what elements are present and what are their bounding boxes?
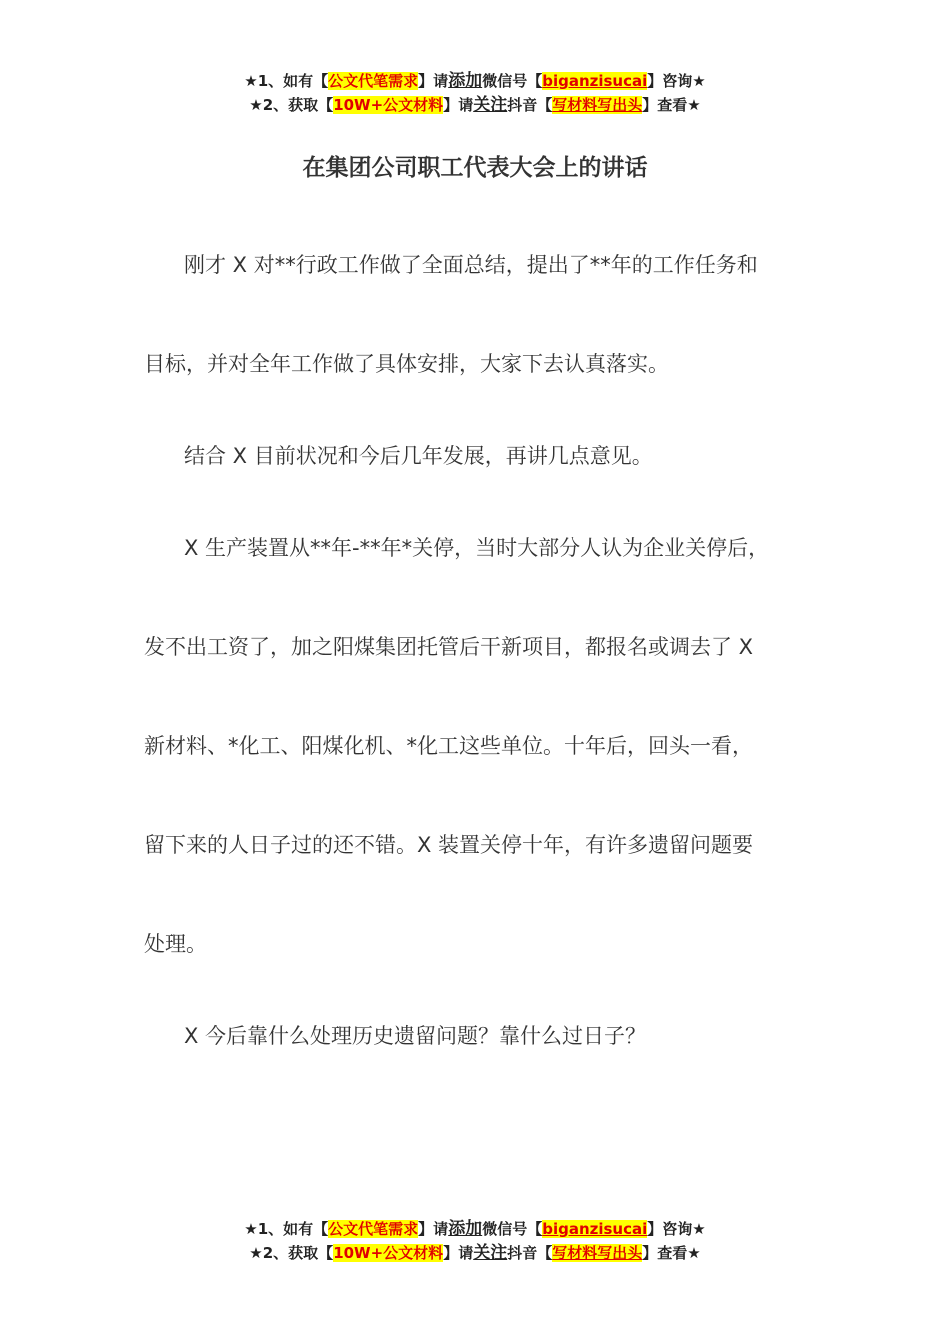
promo-text: 微信号【 <box>482 1220 543 1238</box>
promo-text: ★2、获取【 <box>249 96 334 114</box>
paragraph-line: 处理。 <box>144 932 207 956</box>
promo-highlight: 公文代笔需求 <box>328 1220 419 1238</box>
promo-emphasis: 关注 <box>473 1243 508 1263</box>
promo-line-1 <box>0 69 950 93</box>
promo-text: 】请 <box>418 1220 449 1238</box>
promo-emphasis: 关注 <box>473 95 508 115</box>
promo-text: 】查看★ <box>642 1244 701 1262</box>
paragraph-line: 发不出工资了，加之阳煤集团托管后干新项目，都报名或调去了 X <box>144 635 754 659</box>
promo-douyin-account: 写材料写出头 <box>552 1244 643 1262</box>
promo-text: 抖音【 <box>507 1244 553 1262</box>
paragraph-line: 刚才 X 对**行政工作做了全面总结，提出了**年的工作任务和 <box>184 253 758 277</box>
promo-emphasis: 添加 <box>448 1219 483 1239</box>
promo-highlight: 10W+公文材料 <box>333 96 444 114</box>
footer-promo-banner <box>0 1217 950 1265</box>
document-title: 在集团公司职工代表大会上的讲话 <box>302 155 648 181</box>
paragraph-line: 目标，并对全年工作做了具体安排，大家下去认真落实。 <box>144 352 669 376</box>
promo-emphasis: 添加 <box>448 71 483 91</box>
promo-text: 】请 <box>418 72 449 90</box>
paragraph-line: X 生产装置从**年-**年*关停，当时大部分人认为企业关停后， <box>184 536 770 560</box>
promo-text: 】咨询★ <box>647 72 706 90</box>
promo-text: 抖音【 <box>507 96 553 114</box>
paragraph-1 <box>144 245 812 384</box>
paragraph-line: 新材料、*化工、阳煤化机、*化工这些单位。十年后，回头一看， <box>144 734 753 758</box>
promo-line-2 <box>0 1241 950 1265</box>
promo-douyin-account: 写材料写出头 <box>552 96 643 114</box>
promo-text: 】咨询★ <box>647 1220 706 1238</box>
promo-highlight: 公文代笔需求 <box>328 72 419 90</box>
promo-wechat-id: biganzisucai <box>542 1220 648 1238</box>
header-promo-banner <box>0 69 950 117</box>
promo-text: ★1、如有【 <box>244 72 329 90</box>
promo-highlight: 10W+公文材料 <box>333 1244 444 1262</box>
paragraph-line: 留下来的人日子过的还不错。X 装置关停十年，有许多遗留问题要 <box>144 833 754 857</box>
promo-text: ★2、获取【 <box>249 1244 334 1262</box>
promo-text: 】查看★ <box>642 96 701 114</box>
paragraph-4 <box>144 1016 812 1056</box>
promo-text: ★1、如有【 <box>244 1220 329 1238</box>
paragraph-3 <box>144 528 812 964</box>
promo-text: 微信号【 <box>482 72 543 90</box>
promo-line-2 <box>0 93 950 117</box>
promo-line-1 <box>0 1217 950 1241</box>
promo-text: 】请 <box>443 96 474 114</box>
paragraph-line: 结合 X 目前状况和今后几年发展，再讲几点意见。 <box>184 444 653 468</box>
paragraph-2 <box>144 436 812 476</box>
paragraph-line: X 今后靠什么处理历史遗留问题？靠什么过日子？ <box>184 1024 647 1048</box>
promo-wechat-id: biganzisucai <box>542 72 648 90</box>
promo-text: 】请 <box>443 1244 474 1262</box>
